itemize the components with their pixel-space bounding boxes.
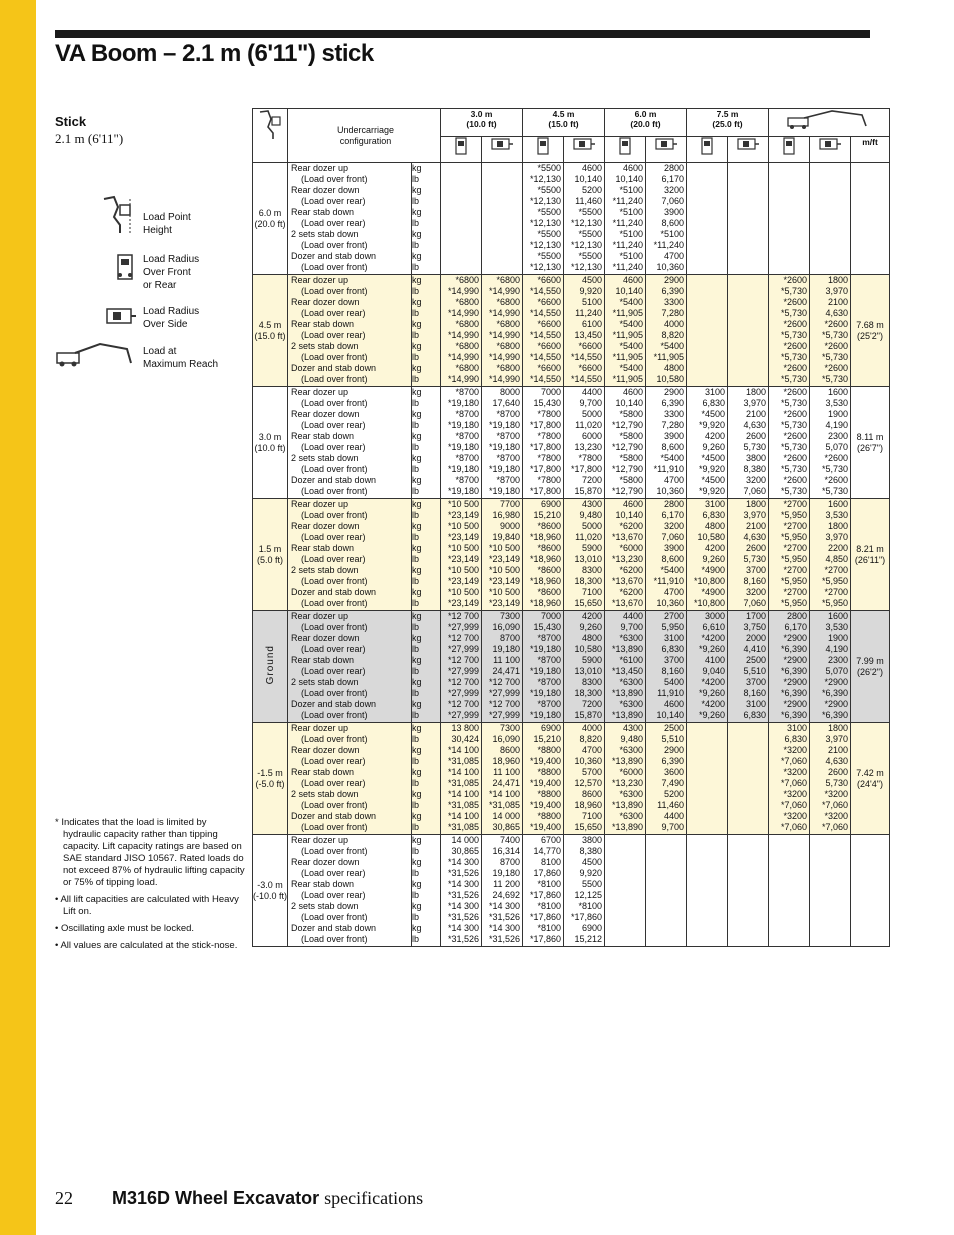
table-row (253, 611, 890, 723)
row-height: 4.5 m (15.0 ft) (253, 275, 288, 387)
footnote: * Indicates that the load is limited by hydraulic capacity rather than tipping capacity. Lift capacity ratings are based on SAE standard JISO 10567. Rated loads do not exceed 87% of hydraulic lifting capacity or 75% of tipping load. (55, 817, 245, 888)
unit-labels: kg lb kg lb kg lb kg lb kg lb (412, 611, 441, 723)
unit-labels: kg lb kg lb kg lb kg lb kg lb (412, 387, 441, 499)
side-icon (564, 137, 605, 163)
value-cell: 2700 5,950 3100 6,830 3700 8,160 5400 11,910 4600 10,140 (646, 611, 687, 723)
table-body (253, 163, 890, 947)
value-cell: *6800 *14,990 *6800 *14,990 *6800 *14,990 *6800 *14,990 *6800 *14,990 (441, 275, 482, 387)
config-labels: Rear dozer up (Load over front) Rear dozer down (Load over rear) Rear stab down (Load over rear) 2 sets stab down (Load over front) Dozer and stab down (Load over front) (288, 163, 412, 275)
load-radius-side-icon (105, 305, 137, 330)
value-cell (728, 723, 769, 835)
value-cell: 7400 16,314 8700 19,180 11 200 24,692 *14 300 *31,526 *14 300 *31,526 (482, 835, 523, 947)
side-icon (482, 137, 523, 163)
unit-labels: kg lb kg lb kg lb kg lb kg lb (412, 163, 441, 275)
value-cell: 2800 6,170 *2900 *6,390 *2900 *6,390 *2900 *6,390 *2900 *6,390 (769, 611, 810, 723)
lift-capacity-table (252, 108, 890, 947)
value-cell: 4300 9,480 5000 11,020 5900 13,010 8300 18,300 7100 15,650 (564, 499, 605, 611)
side-icon (810, 137, 851, 163)
value-cell: 2900 6,390 3300 7,280 3900 8,600 *5400 *11,910 4700 10,360 (646, 387, 687, 499)
config-labels: Rear dozer up (Load over front) Rear dozer down (Load over rear) Rear stab down (Load over rear) 2 sets stab down (Load over front) Dozer and stab down (Load over front) (288, 275, 412, 387)
value-cell: *2600 *5,730 *2600 *5,730 *2600 *5,730 *2600 *5,730 *2600 *5,730 (769, 387, 810, 499)
value-cell: 4600 10,140 *6200 *13,670 *6000 *13,230 *6200 *13,670 *6200 *13,670 (605, 499, 646, 611)
value-cell: 1800 3,970 2100 4,630 *2600 *5,730 *2600 *5,730 *2600 *5,730 (810, 275, 851, 387)
max-reach-distance (851, 835, 890, 947)
table-row (253, 835, 890, 947)
value-cell: 1600 3,530 1900 4,190 2300 5,070 *2600 *5,730 *2600 *5,730 (810, 387, 851, 499)
page-number: 22 (55, 1188, 73, 1208)
value-cell: 7300 16,090 8600 18,960 11 100 24,471 *14 100 *31,085 14 000 30,865 (482, 723, 523, 835)
value-cell (687, 835, 728, 947)
table-header-row (253, 109, 890, 137)
value-cell: 1600 3,530 1800 3,970 2200 4,850 *2700 *5,950 *2700 *5,950 (810, 499, 851, 611)
footnote: • All values are calculated at the stick-nose. (55, 940, 238, 951)
unit-labels: kg lb kg lb kg lb kg lb kg lb (412, 835, 441, 947)
radius-header: 7.5 m (25.0 ft) (687, 109, 769, 137)
value-cell: 4600 10,140 5200 11,460 *5500 *12,130 *5500 *12,130 *5500 *12,130 (564, 163, 605, 275)
header-height-icon-cell (253, 109, 288, 163)
front-rear-icon (605, 137, 646, 163)
load-point-height-icon (100, 195, 134, 238)
value-cell: 3100 6,830 4800 10,580 4200 9,260 *4900 *10,800 *4900 *10,800 (687, 499, 728, 611)
stick-value: 2.1 m (6'11") (55, 131, 124, 146)
value-cell: 7000 15,430 *8700 *19,180 *8700 *19,180 *8700 *19,180 *8700 *19,180 (523, 611, 564, 723)
row-height: -3.0 m (-10.0 ft) (253, 835, 288, 947)
value-cell: *12 700 *27,999 *12 700 *27,999 *12 700 *27,999 *12 700 *27,999 *12 700 *27,999 (441, 611, 482, 723)
max-reach-header (769, 109, 890, 137)
front-rear-icon (687, 137, 728, 163)
value-cell: 6900 15,210 *8800 *19,400 *8800 *19,400 *8800 *19,400 *8800 *19,400 (523, 723, 564, 835)
radius-header: 3.0 m (10.0 ft) (441, 109, 523, 137)
side-icon (728, 137, 769, 163)
value-cell (810, 835, 851, 947)
side-icon (646, 137, 687, 163)
value-cell (769, 835, 810, 947)
config-labels: Rear dozer up (Load over front) Rear dozer down (Load over rear) Rear stab down (Load over rear) 2 sets stab down (Load over front) Dozer and stab down (Load over front) (288, 611, 412, 723)
value-cell: 14 000 30,865 *14 300 *31,526 *14 300 *31,526 *14 300 *31,526 *14 300 *31,526 (441, 835, 482, 947)
row-height: -1.5 m (-5.0 ft) (253, 723, 288, 835)
value-cell (728, 275, 769, 387)
value-cell: 1800 3,970 2100 4,630 2600 5,730 3800 8,380 3200 7,060 (728, 387, 769, 499)
value-cell (605, 835, 646, 947)
value-cell: *2700 *5,950 *2700 *5,950 *2700 *5,950 *2700 *5,950 *2700 *5,950 (769, 499, 810, 611)
config-labels: Rear dozer up (Load over front) Rear dozer down (Load over rear) Rear stab down (Load over rear) 2 sets stab down (Load over front) Dozer and stab down (Load over front) (288, 387, 412, 499)
max-reach-distance: 7.68 m (25'2") (851, 275, 890, 387)
page-footer (55, 1188, 424, 1209)
value-cell: 4600 10,140 *5100 *11,240 *5100 *11,240 *5100 *11,240 *5100 *11,240 (605, 163, 646, 275)
value-cell: 4200 9,260 4800 10,580 5900 13,010 8300 18,300 7200 15,870 (564, 611, 605, 723)
value-cell: 4300 9,480 *6300 *13,890 *6000 *13,230 *6300 *13,890 *6300 *13,890 (605, 723, 646, 835)
value-cell: *8700 *19,180 *8700 *19,180 *8700 *19,180 *8700 *19,180 *8700 *19,180 (441, 387, 482, 499)
undercarriage-label: Undercarriage configuration (288, 109, 441, 163)
value-cell (646, 835, 687, 947)
value-cell: 1800 3,970 2100 4,630 2600 5,730 *3200 *7,060 *3200 *7,060 (810, 723, 851, 835)
load-point-height-icon (257, 109, 283, 141)
front-rear-icon (769, 137, 810, 163)
max-reach-icon (784, 109, 874, 129)
config-labels: Rear dozer up (Load over front) Rear dozer down (Load over rear) Rear stab down (Load over rear) 2 sets stab down (Load over front) Dozer and stab down (Load over front) (288, 835, 412, 947)
table-row (253, 163, 890, 275)
value-cell: *5500 *12,130 *5500 *12,130 *5500 *12,130 *5500 *12,130 *5500 *12,130 (523, 163, 564, 275)
value-cell: 1800 3,970 2100 4,630 2600 5,730 3700 8,160 3200 7,060 (728, 499, 769, 611)
value-cell: 7700 16,980 9000 19,840 *10 500 *23,149 *10 500 *23,149 *10 500 *23,149 (482, 499, 523, 611)
stick-info (55, 114, 245, 147)
unit-labels: kg lb kg lb kg lb kg lb kg lb (412, 723, 441, 835)
page-title: VA Boom – 2.1 m (6'11") stick (55, 40, 374, 67)
footnote: • Oscillating axle must be locked. (55, 923, 195, 934)
value-cell: 4400 9,700 5000 11,020 6000 13,230 *7800 *17,800 7200 15,870 (564, 387, 605, 499)
footnotes (55, 817, 245, 957)
value-cell: 4000 8,820 4700 10,360 5700 12,570 8600 18,960 7100 15,650 (564, 723, 605, 835)
model-suffix: specifications (324, 1188, 424, 1208)
model-name: M316D Wheel Excavator (112, 1188, 320, 1208)
value-cell (441, 163, 482, 275)
value-cell: 2500 5,510 2900 6,390 3600 7,490 5200 11,460 4400 9,700 (646, 723, 687, 835)
value-cell: 4600 10,140 *5800 *12,790 *5800 *12,790 *5800 *12,790 *5800 *12,790 (605, 387, 646, 499)
front-rear-icon (523, 137, 564, 163)
max-reach-distance: 8.11 m (26'7") (851, 387, 890, 499)
legend-label: Load Point Height (143, 212, 191, 236)
row-height: 1.5 m (5.0 ft) (253, 499, 288, 611)
table-row (253, 275, 890, 387)
footer-model (112, 1188, 423, 1209)
radius-header: 6.0 m (20.0 ft) (605, 109, 687, 137)
max-reach-distance: 7.99 m (26'2") (851, 611, 890, 723)
row-height: 6.0 m (20.0 ft) (253, 163, 288, 275)
value-cell (769, 163, 810, 275)
load-radius-front-icon (115, 253, 135, 284)
value-cell: 1600 3,530 1900 4,190 2300 5,070 *2900 *6,390 *2900 *6,390 (810, 611, 851, 723)
max-reach-distance: 8.21 m (26'11") (851, 499, 890, 611)
config-labels: Rear dozer up (Load over front) Rear dozer down (Load over rear) Rear stab down (Load over rear) 2 sets stab down (Load over front) Dozer and stab down (Load over front) (288, 499, 412, 611)
value-cell: 3100 6,830 *3200 *7,060 *3200 *7,060 *3200 *7,060 *3200 *7,060 (769, 723, 810, 835)
value-cell: *6800 *14,990 *6800 *14,990 *6800 *14,990 *6800 *14,990 *6800 *14,990 (482, 275, 523, 387)
value-cell (728, 163, 769, 275)
value-cell: 8000 17,640 *8700 *19,180 *8700 *19,180 *8700 *19,180 *8700 *19,180 (482, 387, 523, 499)
value-cell: 13 800 30,424 *14 100 *31,085 *14 100 *31,085 *14 100 *31,085 *14 100 *31,085 (441, 723, 482, 835)
unit-labels: kg lb kg lb kg lb kg lb kg lb (412, 275, 441, 387)
table-row (253, 387, 890, 499)
value-cell: *2600 *5,730 *2600 *5,730 *2600 *5,730 *2600 *5,730 *2600 *5,730 (769, 275, 810, 387)
value-cell (482, 163, 523, 275)
value-cell (687, 163, 728, 275)
header-rule (55, 30, 870, 38)
max-reach-distance (851, 163, 890, 275)
value-cell: 4400 9,700 *6300 *13,890 *6100 *13,450 *6300 *13,890 *6300 *13,890 (605, 611, 646, 723)
ground-label: Ground (264, 645, 276, 685)
value-cell: 3000 6,610 *4200 *9,260 4100 9,040 *4200 *9,260 *4200 *9,260 (687, 611, 728, 723)
stick-heading: Stick (55, 114, 87, 129)
max-reach-icon (55, 341, 135, 370)
value-cell: *10 500 *23,149 *10 500 *23,149 *10 500 *23,149 *10 500 *23,149 *10 500 *23,149 (441, 499, 482, 611)
unit-labels: kg lb kg lb kg lb kg lb kg lb (412, 499, 441, 611)
legend-label: Load at Maximum Reach (143, 346, 219, 370)
radius-header: 4.5 m (15.0 ft) (523, 109, 605, 137)
value-cell: 2800 6,170 3200 7,060 3900 8,600 *5400 *11,910 4700 10,360 (646, 499, 687, 611)
config-labels: Rear dozer up (Load over front) Rear dozer down (Load over rear) Rear stab down (Load over rear) 2 sets stab down (Load over front) Dozer and stab down (Load over front) (288, 723, 412, 835)
row-height (253, 611, 288, 723)
table-row (253, 723, 890, 835)
value-cell: 6700 14,770 8100 17,860 *8100 *17,860 *8100 *17,860 *8100 *17,860 (523, 835, 564, 947)
value-cell: 1700 3,750 2000 4,410 2500 5,510 3700 8,160 3100 6,830 (728, 611, 769, 723)
value-cell: 6900 15,210 *8600 *18,960 *8600 *18,960 *8600 *18,960 *8600 *18,960 (523, 499, 564, 611)
value-cell (728, 835, 769, 947)
max-reach-distance: 7.42 m (24'4") (851, 723, 890, 835)
value-cell: 2900 6,390 3300 7,280 4000 8,820 *5400 *11,905 4800 10,580 (646, 275, 687, 387)
value-cell: 7000 15,430 *7800 *17,800 *7800 *17,800 *7800 *17,800 *7800 *17,800 (523, 387, 564, 499)
value-cell: 4600 10,140 *5400 *11,905 *5400 *11,905 *5400 *11,905 *5400 *11,905 (605, 275, 646, 387)
footnote: • All lift capacities are calculated with Heavy Lift on. (55, 894, 239, 917)
value-cell: 3100 6,830 *4500 *9,920 4200 9,260 *4500 *9,920 *4500 *9,920 (687, 387, 728, 499)
legend-label: Load Radius Over Side (143, 306, 200, 330)
value-cell (810, 163, 851, 275)
mft-label: m/ft (851, 137, 890, 163)
side-color-bar (0, 0, 36, 1235)
value-cell: 3800 8,380 4500 9,920 5500 12,125 *8100 *17,860 6900 15,212 (564, 835, 605, 947)
value-cell (687, 723, 728, 835)
row-height: 3.0 m (10.0 ft) (253, 387, 288, 499)
front-rear-icon (441, 137, 482, 163)
value-cell (687, 275, 728, 387)
legend-label: Load Radius Over Front or Rear (143, 254, 200, 291)
value-cell: 4500 9,920 5100 11,240 6100 13,450 *6600 *14,550 *6600 *14,550 (564, 275, 605, 387)
value-cell: 2800 6,170 3200 7,060 3900 8,600 *5100 *11,240 4700 10,360 (646, 163, 687, 275)
table-row (253, 499, 890, 611)
value-cell: *6600 *14,550 *6600 *14,550 *6600 *14,550 *6600 *14,550 *6600 *14,550 (523, 275, 564, 387)
value-cell: 7300 16,090 8700 19,180 11 100 24,471 *12 700 *27,999 *12 700 *27,999 (482, 611, 523, 723)
